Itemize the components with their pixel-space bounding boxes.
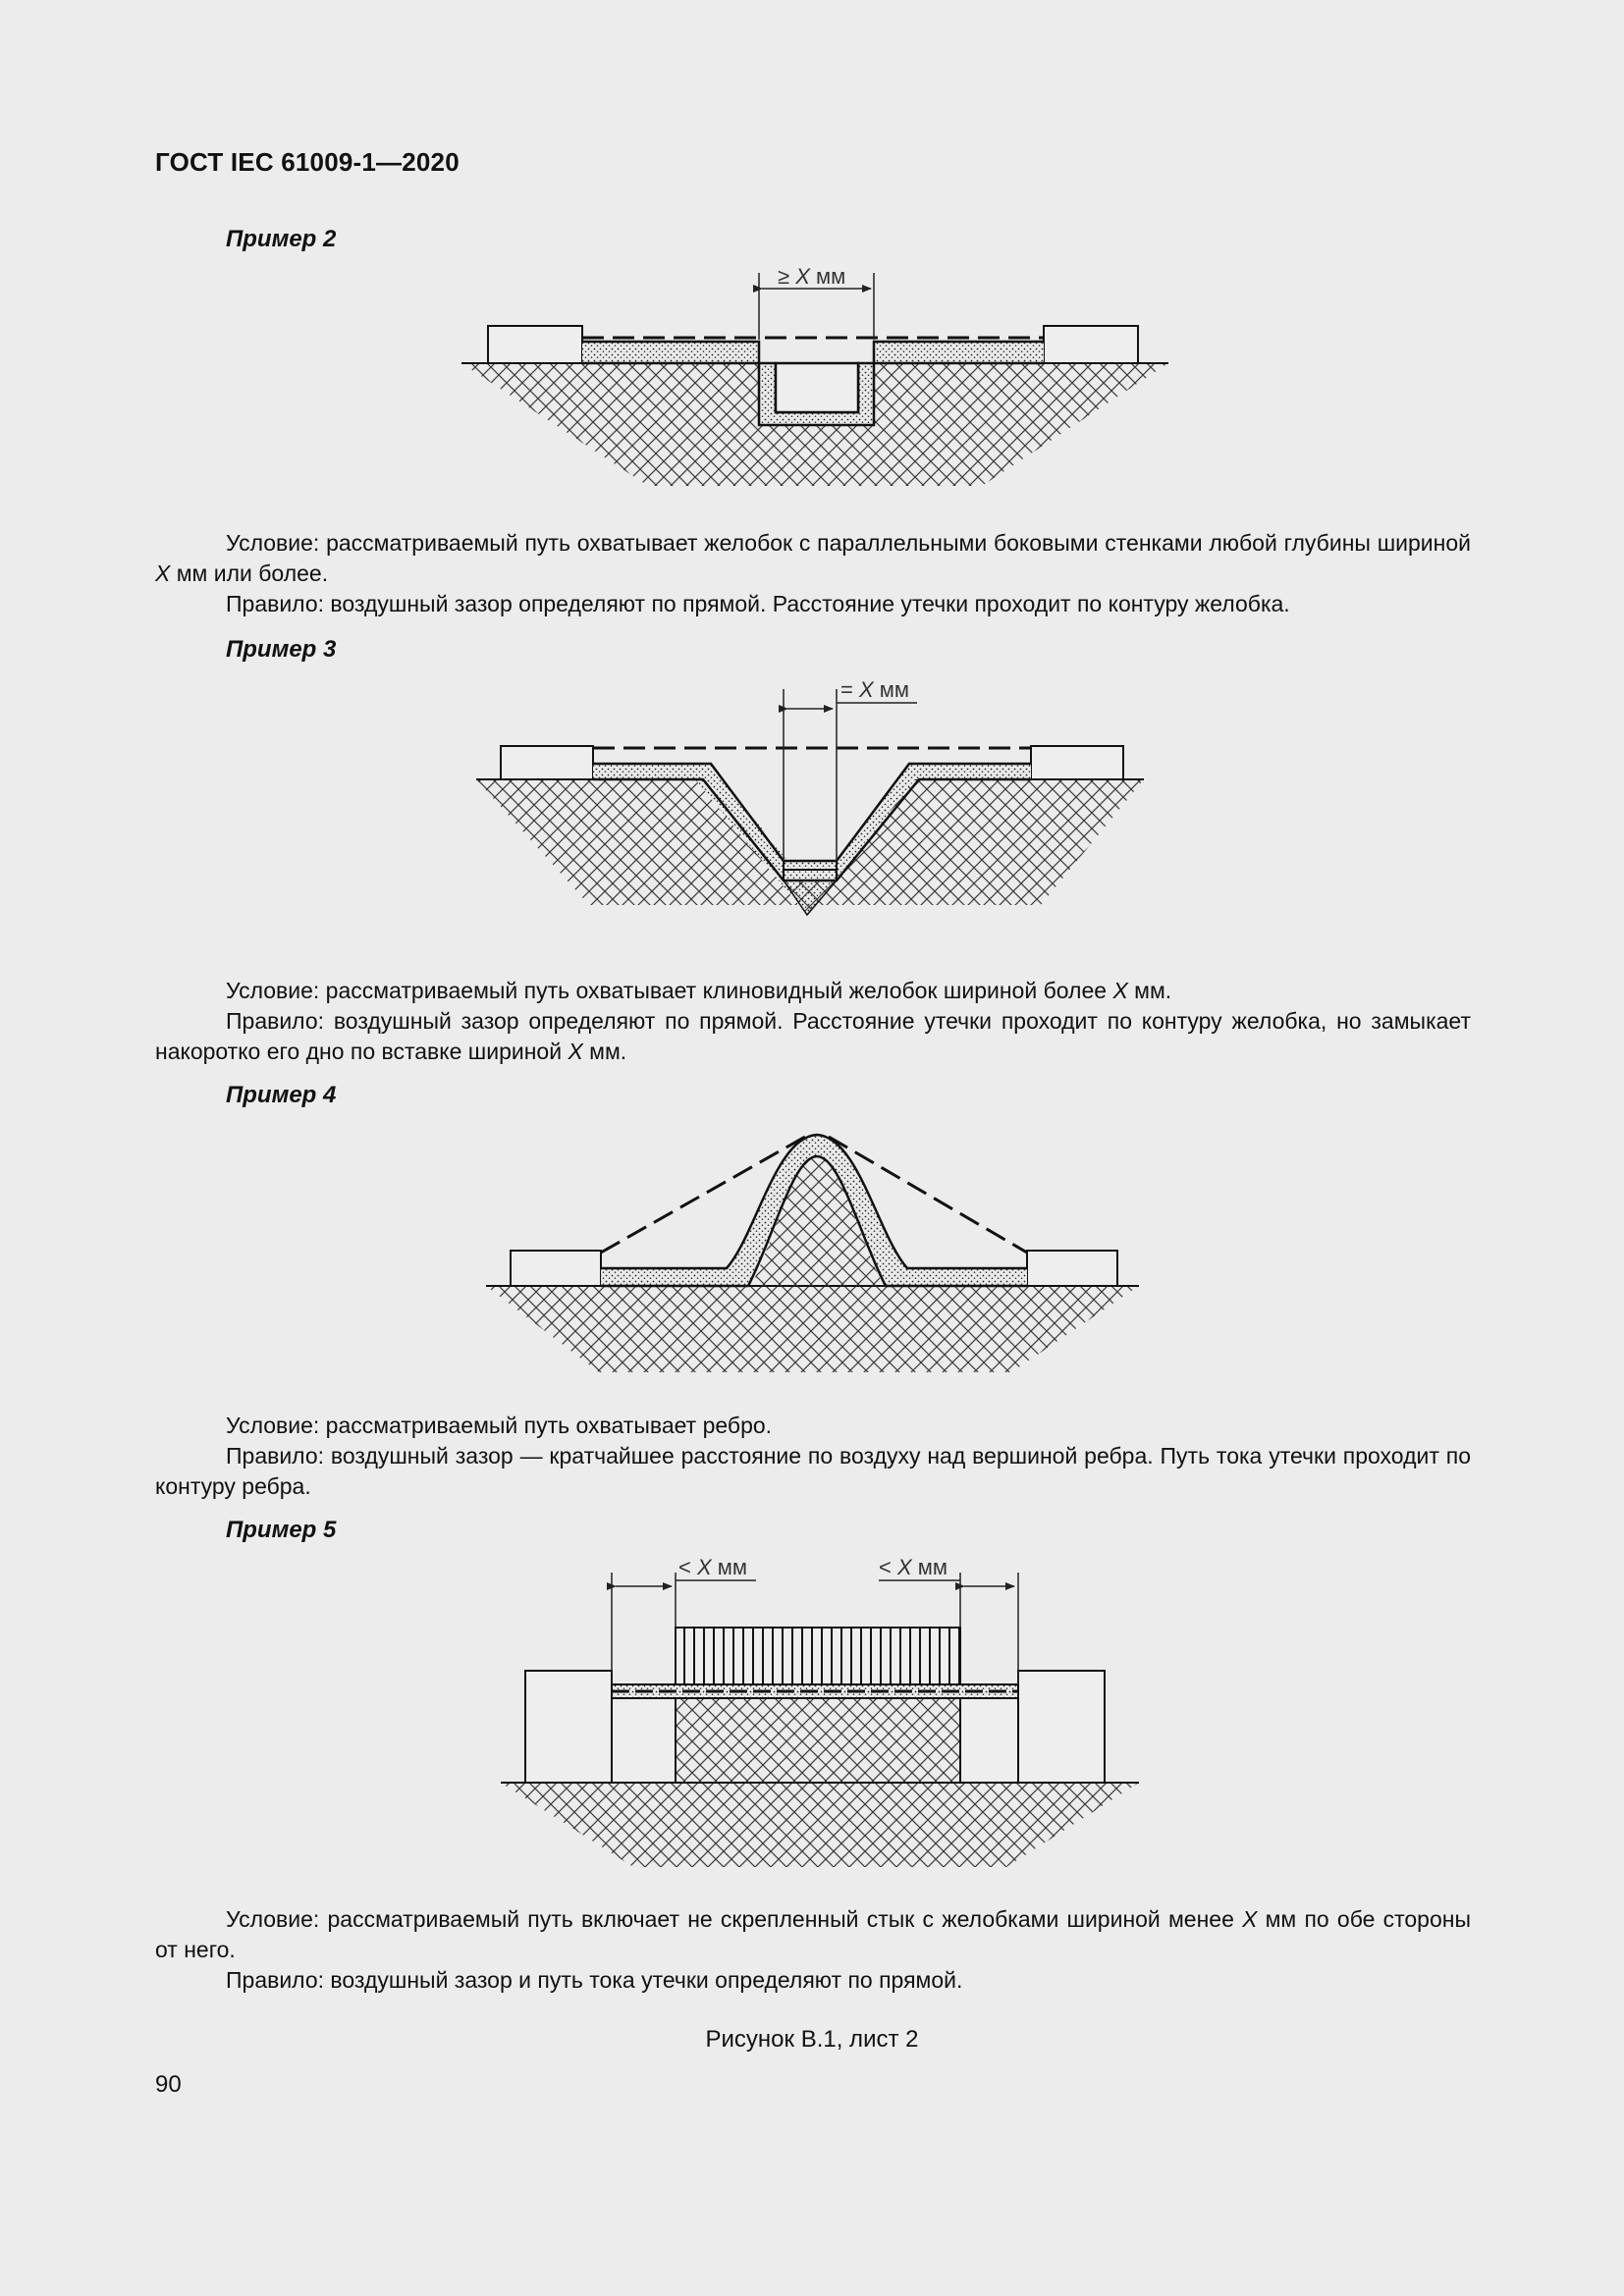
example-2-figure bbox=[452, 265, 1178, 501]
ground-mass bbox=[501, 1783, 1139, 1867]
example-4-text bbox=[155, 1411, 1471, 1502]
left-part bbox=[488, 326, 582, 363]
dimension-label-left: < X мм bbox=[678, 1555, 748, 1579]
example-3-condition: Условие: рассматриваемый путь охватывает клиновидный желобок шириной более X мм. bbox=[226, 978, 1172, 1003]
example-5-title: Пример 5 bbox=[226, 1517, 337, 1543]
figure-caption: Рисунок В.1, лист 2 bbox=[705, 2026, 919, 2053]
left-part bbox=[511, 1251, 601, 1286]
dimension-label: ≥ X мм bbox=[778, 264, 846, 289]
joint-block bbox=[676, 1628, 960, 1684]
right-part bbox=[1031, 746, 1123, 779]
example-4-title: Пример 4 bbox=[226, 1082, 337, 1108]
example-5-condition: Условие: рассматриваемый путь включает не скрепленный стык с желобками шириной менее X мм по обе стороны от него. bbox=[155, 1906, 1471, 1962]
example-3-figure bbox=[471, 679, 1159, 934]
left-part bbox=[501, 746, 593, 779]
page-number: 90 bbox=[155, 2071, 182, 2098]
document-header: ГОСТ IEC 61009-1—2020 bbox=[155, 147, 460, 177]
dimension-label: = X мм bbox=[840, 677, 910, 702]
example-4-rule: Правило: воздушный зазор — кратчайшее расстояние по воздуху над вершиной ребра. Путь тока утечки проходит по контуру ребра. bbox=[155, 1443, 1471, 1499]
example-4-condition: Условие: рассматриваемый путь охватывает ребро. bbox=[226, 1413, 773, 1438]
right-part bbox=[1018, 1671, 1105, 1783]
example-5-text bbox=[155, 1904, 1471, 1996]
example-5-rule: Правило: воздушный зазор и путь тока утечки определяют по прямой. bbox=[226, 1967, 963, 1993]
example-2-title: Пример 2 bbox=[226, 226, 337, 252]
example-2-condition: Условие: рассматриваемый путь охватывает желобок с параллельными боковыми стенками любой глубины шириной X мм или более. bbox=[155, 530, 1471, 586]
example-4-figure bbox=[481, 1127, 1149, 1382]
dimension-label-right: < X мм bbox=[879, 1555, 948, 1579]
example-3-rule: Правило: воздушный зазор определяют по прямой. Расстояние утечки проходит по контуру желобка, но замыкает накоротко его дно по вставке шириной X мм. bbox=[155, 1008, 1471, 1064]
example-2-rule: Правило: воздушный зазор определяют по прямой. Расстояние утечки проходит по контуру желобка. bbox=[226, 591, 1290, 616]
example-5-figure bbox=[496, 1555, 1144, 1875]
example-2-text bbox=[155, 528, 1471, 619]
right-part bbox=[1027, 1251, 1117, 1286]
example-3-text bbox=[155, 976, 1471, 1067]
ground-mass bbox=[486, 1286, 1139, 1372]
right-part bbox=[1044, 326, 1138, 363]
example-3-title: Пример 3 bbox=[226, 636, 337, 663]
left-part bbox=[525, 1671, 612, 1783]
